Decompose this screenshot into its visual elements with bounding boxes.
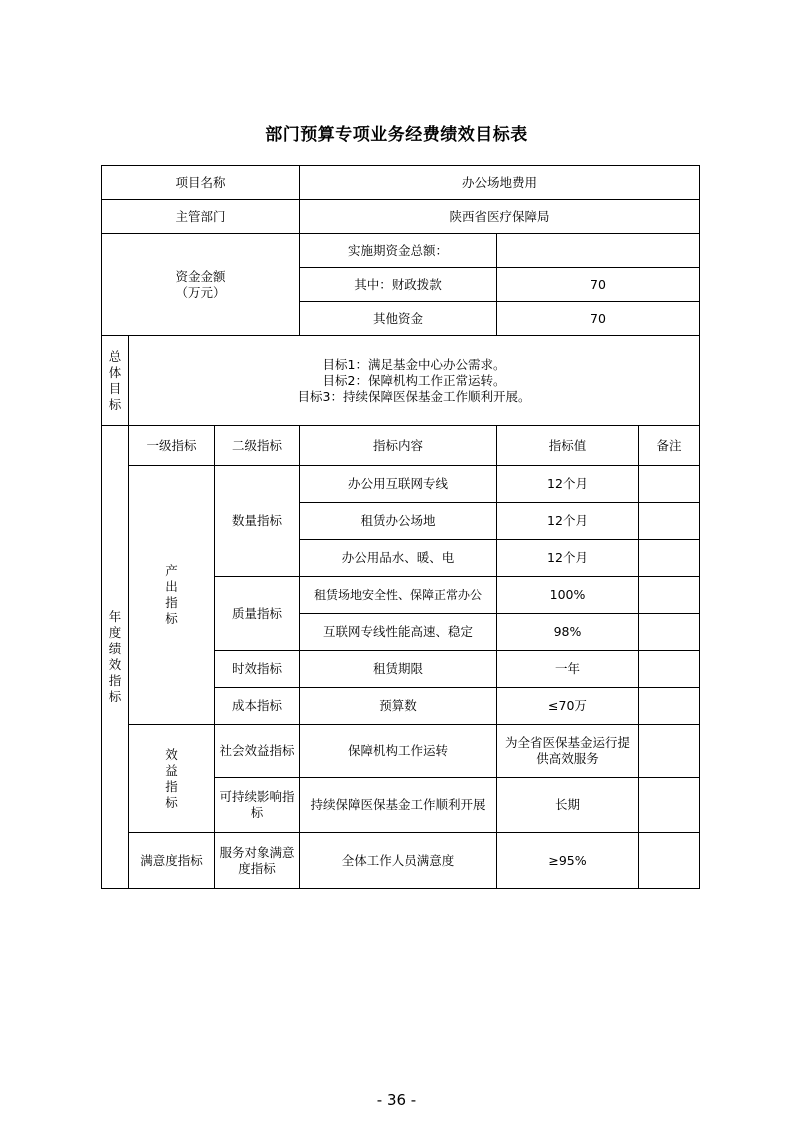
annual-label <box>102 426 129 889</box>
goal-item: 目标3：持续保障医保基金工作顺利开展。 <box>297 388 531 404</box>
social-label: 社会效益指标 <box>215 725 300 778</box>
table-row <box>102 466 700 503</box>
page-number: - 36 - <box>376 1091 417 1109</box>
department-value: 陕西省医疗保障局 <box>300 200 700 234</box>
overall-goals-label-text: 总体目标 <box>108 348 122 412</box>
project-name-value: 办公场地费用 <box>300 166 700 200</box>
funds-total-value <box>497 234 700 268</box>
satisfaction-label: 满意度指标 <box>129 833 215 889</box>
indicator-value: 12个月 <box>497 466 639 503</box>
project-name-label: 项目名称 <box>102 166 300 200</box>
indicator-value: 12个月 <box>497 503 639 540</box>
department-row <box>102 200 700 234</box>
overall-goals-content <box>129 336 700 426</box>
indicator-note <box>639 778 700 833</box>
indicator-note <box>639 577 700 614</box>
funds-row <box>102 234 700 268</box>
goal-item: 目标1：满足基金中心办公需求。 <box>322 356 506 372</box>
indicator-note <box>639 466 700 503</box>
funds-fiscal-label: 其中：财政拨款 <box>300 268 497 302</box>
indicator-content: 租赁办公场地 <box>300 503 497 540</box>
indicator-note <box>639 540 700 577</box>
indicator-value: 长期 <box>497 778 639 833</box>
overall-goals-row <box>102 336 700 426</box>
timeliness-label: 时效指标 <box>215 651 300 688</box>
indicator-content: 租赁期限 <box>300 651 497 688</box>
annual-label-text: 年度绩效指标 <box>108 609 122 704</box>
indicator-value: ≥95% <box>497 833 639 889</box>
indicator-note <box>639 833 700 889</box>
indicator-note <box>639 503 700 540</box>
overall-goals-label <box>102 336 129 426</box>
indicator-value: 100% <box>497 577 639 614</box>
funds-other-value: 70 <box>497 302 700 336</box>
indicator-content: 保障机构工作运转 <box>300 725 497 778</box>
quality-label: 质量指标 <box>215 577 300 651</box>
department-label: 主管部门 <box>102 200 300 234</box>
funds-label-line2: （万元） <box>175 284 226 300</box>
sustainable-label: 可持续影响指标 <box>215 778 300 833</box>
annual-header-row <box>102 426 700 466</box>
goal-item: 目标2：保障机构工作正常运转。 <box>322 372 506 388</box>
indicator-note <box>639 688 700 725</box>
funds-label-line1: 资金金额 <box>175 268 226 284</box>
indicator-note <box>639 651 700 688</box>
benefit-label <box>129 725 215 833</box>
output-label <box>129 466 215 725</box>
quantity-label: 数量指标 <box>215 466 300 577</box>
indicator-value: 12个月 <box>497 540 639 577</box>
indicator-content: 租赁场地安全性、保障正常办公 <box>300 577 497 614</box>
indicator-content: 互联网专线性能高速、稳定 <box>300 614 497 651</box>
indicator-content: 持续保障医保基金工作顺利开展 <box>300 778 497 833</box>
indicator-content: 办公用品水、暖、电 <box>300 540 497 577</box>
project-name-row <box>102 166 700 200</box>
indicator-value: ≤70万 <box>497 688 639 725</box>
output-label-text: 产出指标 <box>165 563 178 626</box>
indicator-value: 为全省医保基金运行提供高效服务 <box>497 725 639 778</box>
indicator-note <box>639 725 700 778</box>
cost-label: 成本指标 <box>215 688 300 725</box>
header-level2: 二级指标 <box>215 426 300 466</box>
table-row <box>102 833 700 889</box>
indicator-content: 预算数 <box>300 688 497 725</box>
funds-label <box>102 234 300 336</box>
indicator-content: 全体工作人员满意度 <box>300 833 497 889</box>
performance-table <box>101 165 700 889</box>
table-row <box>102 725 700 778</box>
header-value: 指标值 <box>497 426 639 466</box>
satisfaction-sub-label: 服务对象满意度指标 <box>215 833 300 889</box>
indicator-value: 一年 <box>497 651 639 688</box>
page-title: 部门预算专项业务经费绩效目标表 <box>265 125 528 145</box>
funds-total-label: 实施期资金总额： <box>300 234 497 268</box>
funds-fiscal-value: 70 <box>497 268 700 302</box>
header-content: 指标内容 <box>300 426 497 466</box>
benefit-label-text: 效益指标 <box>165 746 178 810</box>
header-note: 备注 <box>639 426 700 466</box>
indicator-content: 办公用互联网专线 <box>300 466 497 503</box>
funds-other-label: 其他资金 <box>300 302 497 336</box>
header-level1: 一级指标 <box>129 426 215 466</box>
indicator-value: 98% <box>497 614 639 651</box>
indicator-note <box>639 614 700 651</box>
